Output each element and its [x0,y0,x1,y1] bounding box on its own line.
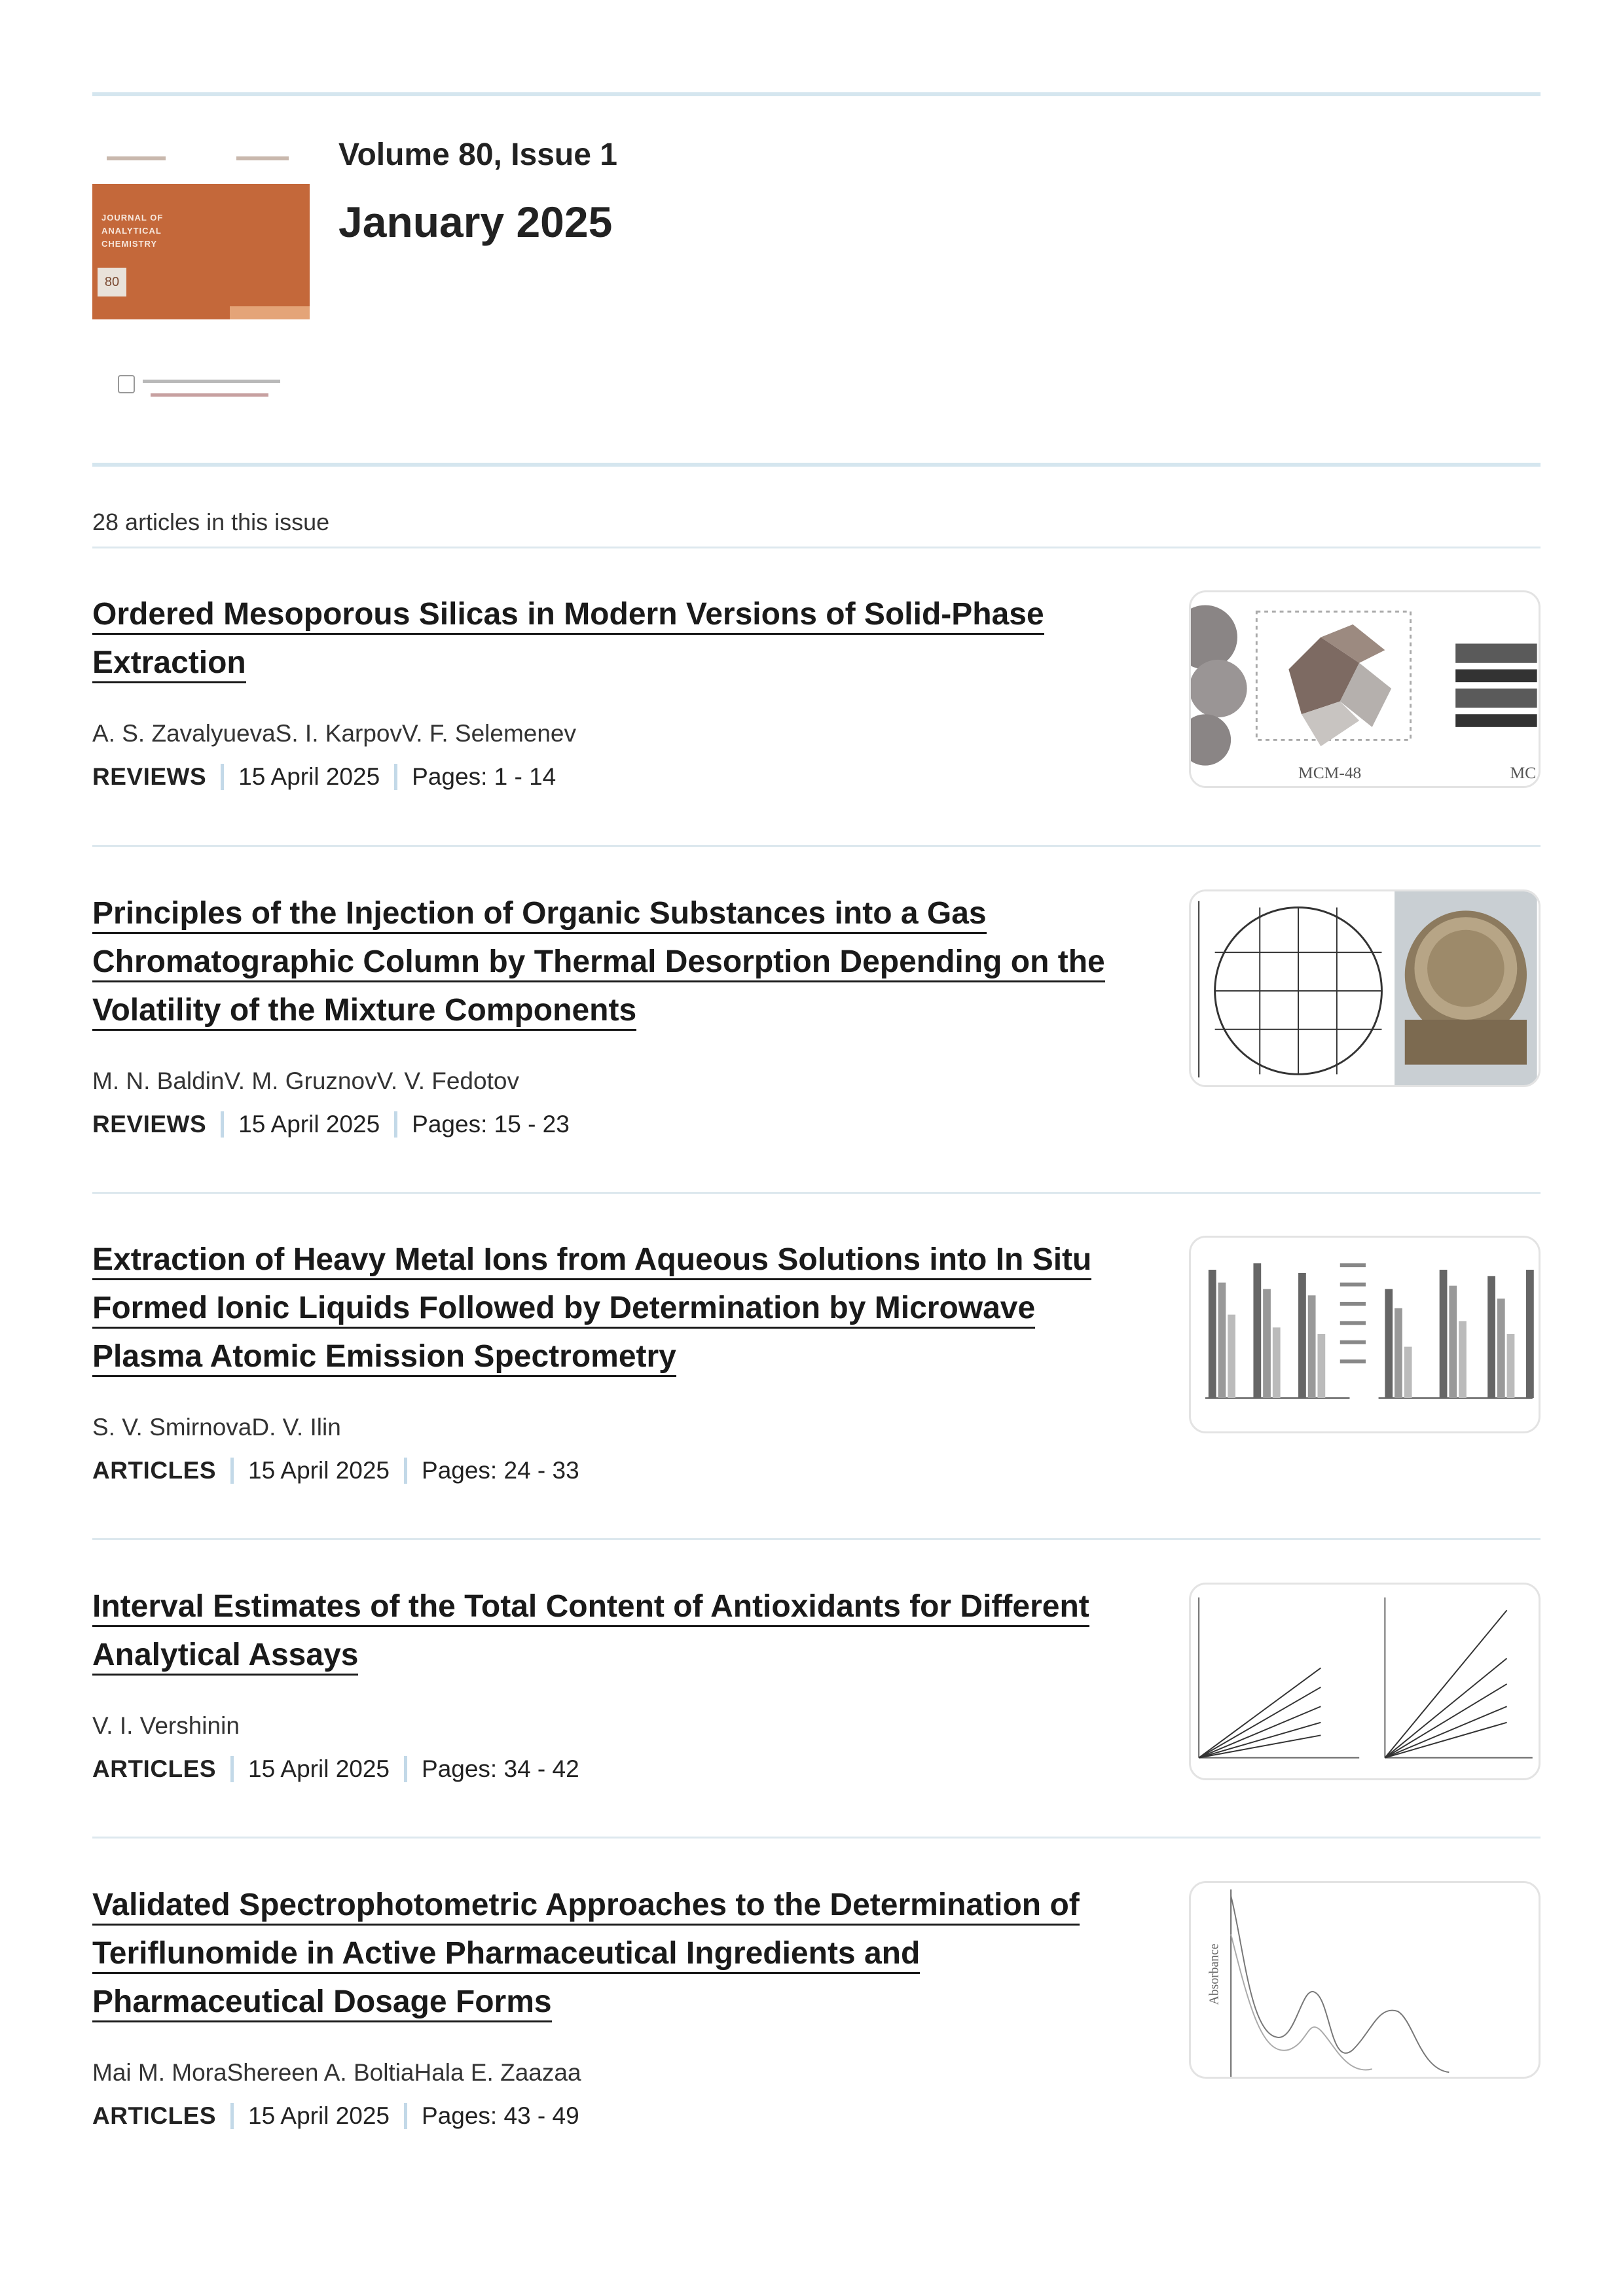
article-type: ARTICLES [92,2102,216,2129]
article-meta [92,1457,579,1484]
article-thumbnail[interactable] [1189,1236,1541,1433]
publisher-logo [118,374,288,404]
cover-volume-number: 80 [98,268,126,296]
header-divider [92,463,1541,467]
article-meta [92,763,556,791]
article-pages: Pages: 34 - 42 [422,1755,579,1782]
article-pages: Pages: 43 - 49 [422,2102,579,2129]
article-authors: S. V. SmirnovaD. V. Ilin [92,1414,341,1441]
article-title-link[interactable]: Ordered Mesoporous Silicas in Modern Versions of Solid-Phase Extraction [92,590,1153,687]
article-count: 28 articles in this issue [92,509,330,535]
journal-cover-image[interactable] [92,138,310,319]
article-title-link[interactable]: Validated Spectrophotometric Approaches to the Determination of Teriflunomide in Active Pharmaceutical Ingredients and Pharmaceutical Dosage Forms [92,1881,1153,2026]
article-thumbnail[interactable] [1189,1583,1541,1780]
article-divider [92,1538,1541,1540]
publisher-emblem-icon [118,375,135,393]
article-meta [92,1111,570,1138]
article-thumbnail[interactable] [1189,590,1541,788]
article-type: REVIEWS [92,763,207,790]
article-authors: M. N. BaldinV. M. GruznovV. V. Fedotov [92,1067,519,1094]
top-divider [92,92,1541,96]
thumb-label: MCM-48 [1298,763,1362,783]
article-authors: A. S. ZavalyuevaS. I. KarpovV. F. Selemenev [92,720,577,747]
article-date: 15 April 2025 [248,1457,390,1484]
article-authors: V. I. Vershinin [92,1712,240,1739]
article-meta [92,1755,579,1783]
article-date: 15 April 2025 [248,1755,390,1782]
article-divider [92,1837,1541,1839]
article-thumbnail[interactable] [1189,889,1541,1087]
article-type: REVIEWS [92,1111,207,1138]
article-date: 15 April 2025 [248,2102,390,2129]
count-divider [92,547,1541,548]
article-title-link[interactable]: Extraction of Heavy Metal Ions from Aqueous Solutions into In Situ Formed Ionic Liquids Followed by Determination by Microwave Plasma Atomic Emission Spectrometry [92,1236,1153,1381]
article-pages: Pages: 15 - 23 [412,1111,570,1138]
article-authors: Mai M. MoraShereen A. BoltiaHala E. Zaazaa [92,2059,581,2086]
article-type: ARTICLES [92,1755,216,1782]
article-divider [92,1192,1541,1194]
article-date: 15 April 2025 [238,1111,380,1138]
article-thumbnail[interactable] [1189,1881,1541,2079]
article-pages: Pages: 1 - 14 [412,763,556,790]
article-date: 15 April 2025 [238,763,380,790]
issue-date: January 2025 [338,198,613,246]
thumb-label: Absorbance [1207,1943,1222,2005]
cover-journal-title: JOURNAL OF ANALYTICAL CHEMISTRY [101,213,164,249]
article-title-link[interactable]: Principles of the Injection of Organic Substances into a Gas Chromatographic Column by Thermal Desorption Depending on the Volatility of the Mixture Components [92,889,1153,1035]
article-divider [92,845,1541,847]
issue-volume: Volume 80, Issue 1 [338,137,617,172]
article-pages: Pages: 24 - 33 [422,1457,579,1484]
cover-strip [230,306,310,319]
thumb-label: MC [1510,763,1537,783]
article-type: ARTICLES [92,1457,216,1484]
article-title-link[interactable]: Interval Estimates of the Total Content of Antioxidants for Different Analytical Assays [92,1583,1153,1679]
article-meta [92,2102,579,2130]
cover-header-band [92,138,310,184]
